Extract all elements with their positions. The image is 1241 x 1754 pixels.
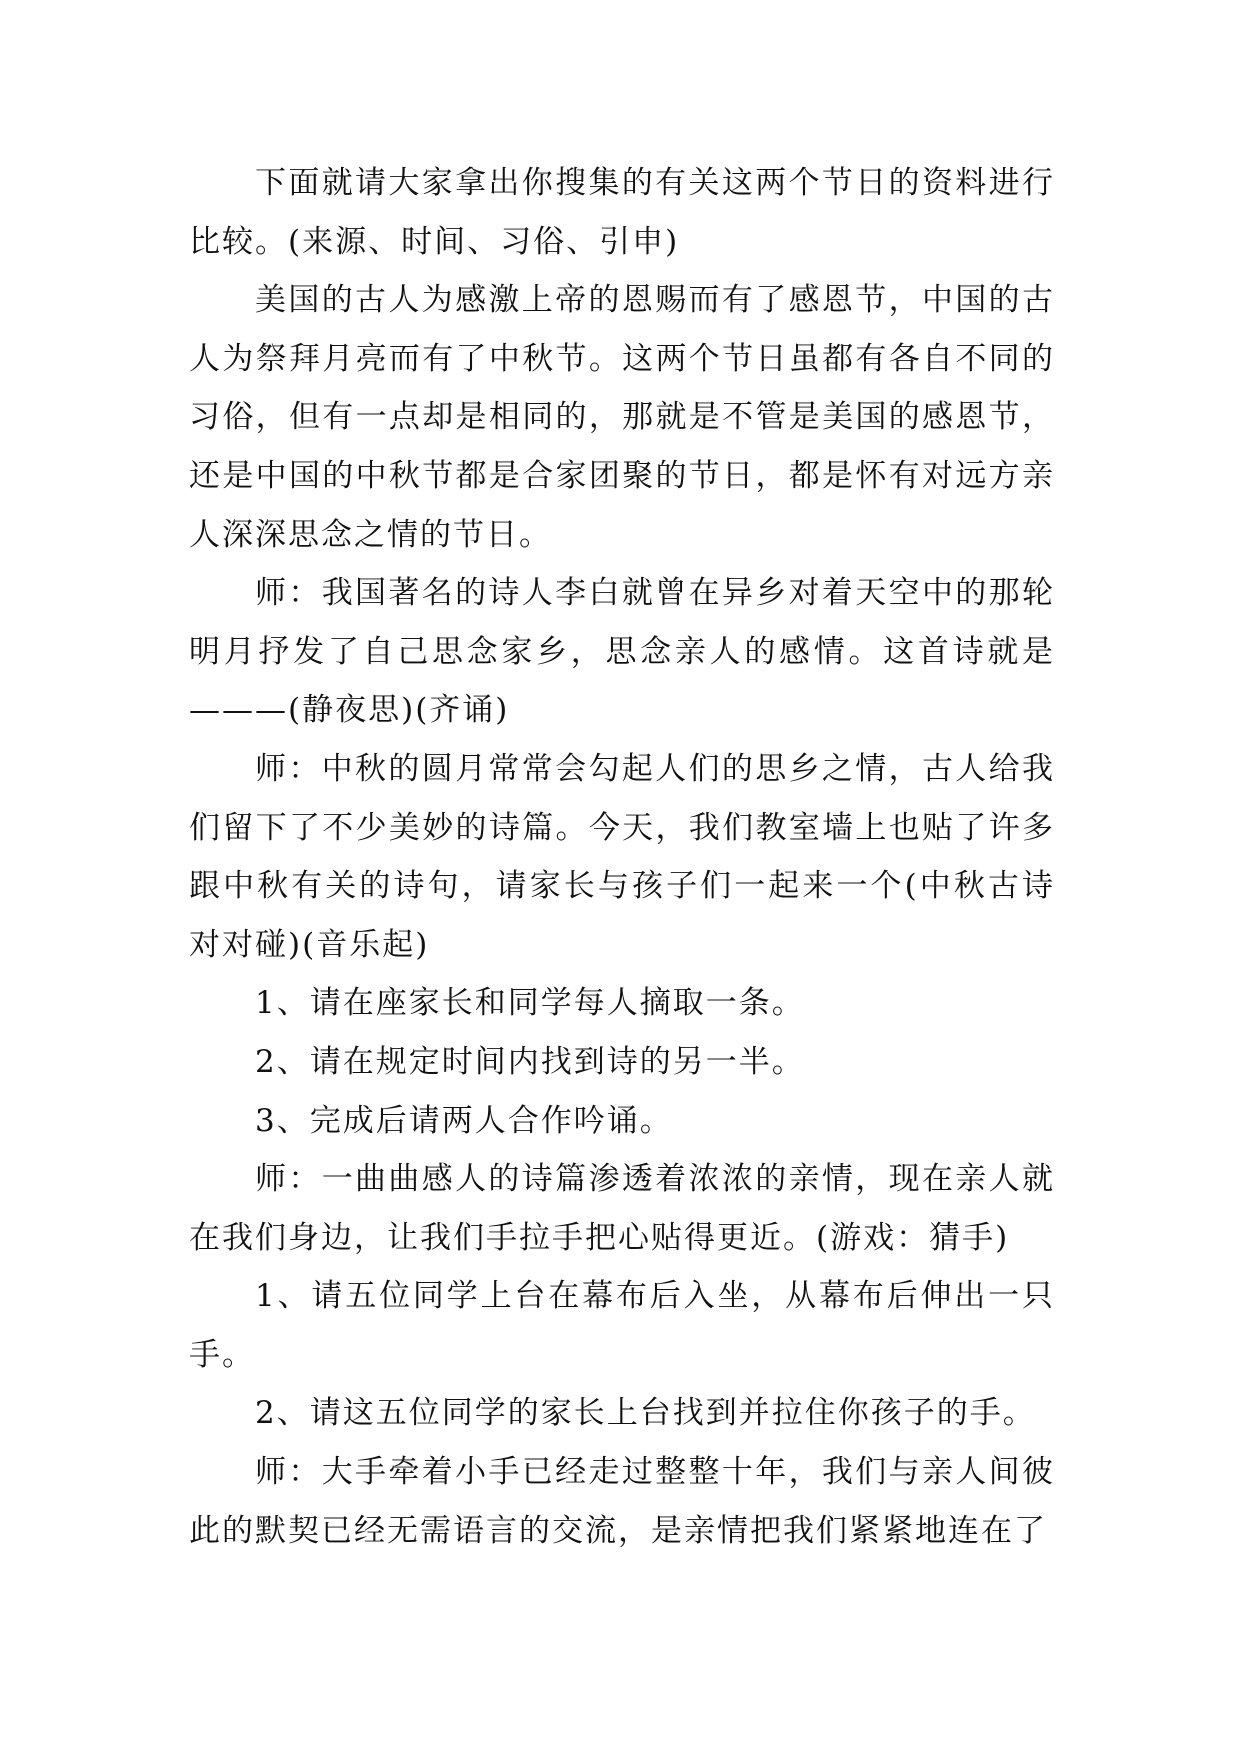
paragraph-step-1: 1、请在座家长和同学每人摘取一条。	[255, 985, 805, 1022]
body-text	[189, 154, 1055, 1560]
paragraph-li-bai: 师：我国著名的诗人李白就曾在异乡对着天空中的那轮明月抒发了自己思念家乡，思念亲人的感情。这首诗就是———(静夜思)(齐诵)	[189, 575, 1055, 729]
paragraph-step-3: 3、完成后请两人合作吟诵。	[255, 1102, 673, 1139]
paragraph-compare-materials: 下面就请大家拿出你搜集的有关这两个节日的资料进行比较。(来源、时间、习俗、引申)	[189, 165, 1055, 260]
paragraph-game-step-2: 2、请这五位同学的家长上台找到并拉住你孩子的手。	[255, 1395, 1036, 1432]
paragraph-step-2: 2、请在规定时间内找到诗的另一半。	[255, 1043, 805, 1080]
paragraph-festivals: 美国的古人为感激上帝的恩赐而有了感恩节，中国的古人为祭拜月亮而有了中秋节。这两个节日虽都有各自不同的习俗，但有一点却是相同的，那就是不管是美国的感恩节，还是中国的中秋节都是合家团聚的节日，都是怀有对远方亲人深深思念之情的节日。	[189, 282, 1055, 553]
paragraph-game-step-1: 1、请五位同学上台在幕布后入坐，从幕布后伸出一只手。	[189, 1278, 1055, 1373]
paragraph-guess-hands: 师：一曲曲感人的诗篇渗透着浓浓的亲情，现在亲人就在我们身边，让我们手拉手把心贴得更近。(游戏：猜手)	[189, 1161, 1055, 1256]
paragraph-mid-autumn-poems: 师：中秋的圆月常常会勾起人们的思乡之情，古人给我们留下了不少美妙的诗篇。今天，我们教室墙上也贴了许多跟中秋有关的诗句，请家长与孩子们一起来一个(中秋古诗对对碰)(音乐起)	[189, 750, 1055, 963]
paragraph-closing: 师：大手牵着小手已经走过整整十年，我们与亲人间彼此的默契已经无需语言的交流，是亲情把我们紧紧地连在了	[189, 1454, 1055, 1549]
